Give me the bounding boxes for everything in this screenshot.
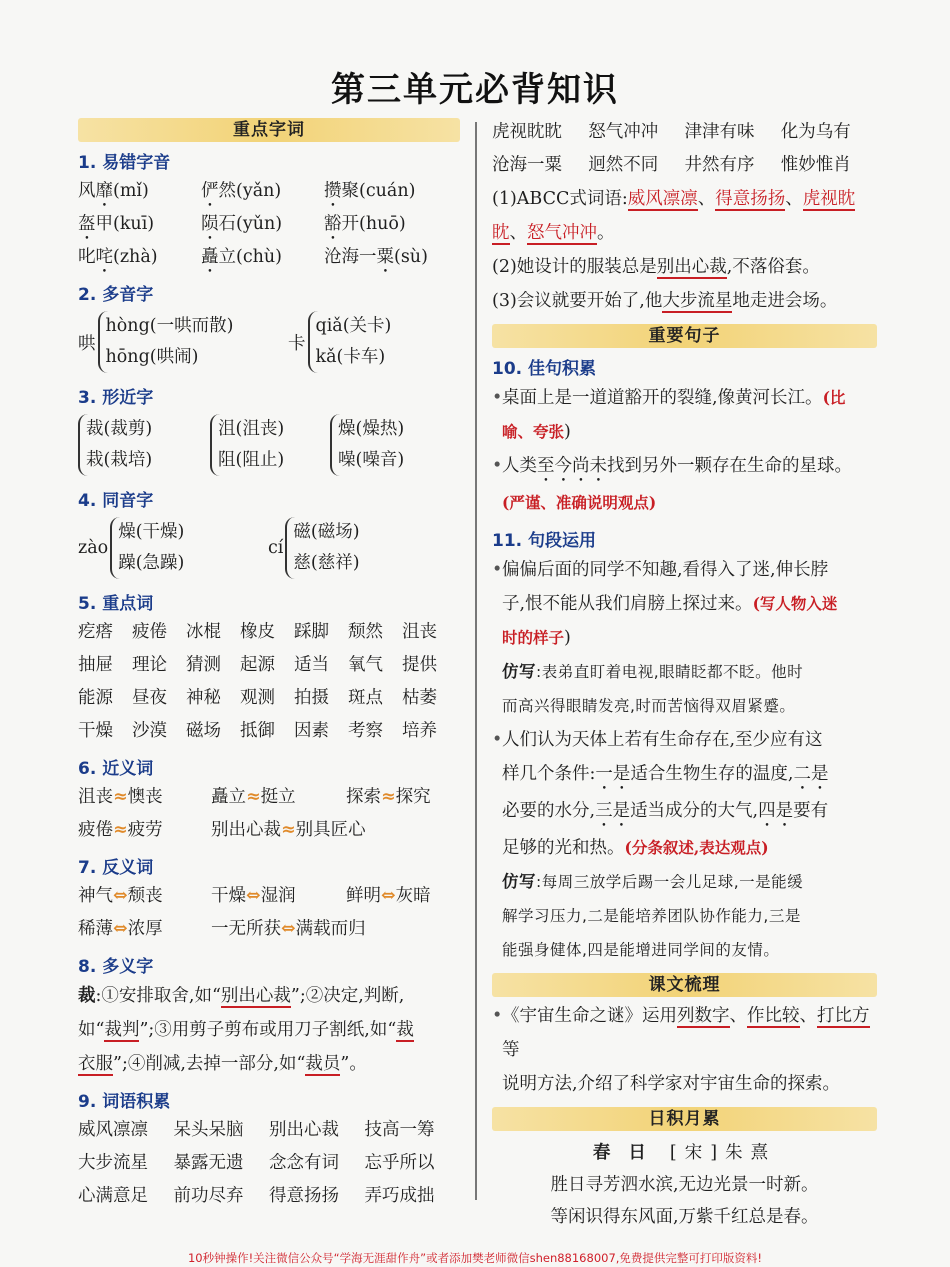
pronunciation-item <box>78 208 201 241</box>
annotation: (分条叙述,表达观点) <box>624 838 769 857</box>
brace-list <box>110 517 184 579</box>
text: 别具匠心 <box>295 820 366 840</box>
pronunciation-row <box>78 175 460 208</box>
word-item: 冰棍 <box>186 622 221 642</box>
word-item: 踩脚 <box>294 622 329 642</box>
brace-item: hòng(一哄而散) <box>105 316 234 336</box>
brace-list <box>330 414 404 476</box>
text: ”;③用剪子剪布或用刀子割纸,如“ <box>139 1020 397 1040</box>
text: 。 <box>597 223 615 243</box>
pronunciation-item <box>324 208 447 241</box>
emphasized-text: 四是 <box>758 801 794 821</box>
underlined-word: 眈 <box>492 223 510 243</box>
text: :表弟直盯着电视,眼睛眨都不眨。他时 <box>536 663 804 681</box>
annotation-close: ) <box>648 493 657 512</box>
heading-polysemy: 8. 多义字 <box>78 957 154 977</box>
text: 稀薄 <box>78 919 113 939</box>
brace-group <box>210 414 330 476</box>
text: (zhà) <box>113 247 158 267</box>
pronunciation-item <box>201 175 324 208</box>
text: 《宇宙生命之谜》运用 <box>502 1006 677 1026</box>
word-item: 拍摄 <box>294 688 329 708</box>
text: 如“ <box>78 1020 105 1040</box>
synonym-item <box>78 781 211 814</box>
text: 足够的光和热。 <box>502 838 625 858</box>
pronunciation-item <box>201 208 324 241</box>
underlined-word: 列数字 <box>677 1006 730 1026</box>
word-item: 氧气 <box>348 655 383 675</box>
text: (2)她设计的服装总是 <box>492 257 657 277</box>
polysemy-paragraph <box>78 979 460 1081</box>
brace-group <box>78 311 288 373</box>
text: 探究 <box>395 787 431 807</box>
footer-notice: 10秒钟操作!关注微信公众号“学海无涯甜作舟”或者添加樊老师微信shen88168007,免费提供完整可打印版资料! <box>187 1251 763 1265</box>
text: 矗立 <box>211 787 246 807</box>
idiom-row <box>78 1180 460 1213</box>
pronunciation-row <box>78 208 460 241</box>
word-item: 沮丧 <box>402 622 437 642</box>
brace-item: 沮(沮丧) <box>218 419 285 439</box>
idiom-item: 忘乎所以 <box>364 1153 435 1173</box>
brace-item: kǎ(卡车) <box>315 347 386 367</box>
brace-key: 哄 <box>78 333 96 354</box>
word-item: 能源 <box>78 688 113 708</box>
emphasized-char: 陨 <box>201 214 219 234</box>
idiom-item: 津津有味 <box>684 122 755 142</box>
relation-symbol: ⇔ <box>246 886 261 906</box>
text: 等 <box>502 1040 520 1060</box>
emphasized-char: 咤 <box>95 247 113 267</box>
underlined-word: 威风凛凛 <box>627 189 698 209</box>
antonym-item <box>78 913 211 946</box>
word-item: 适当 <box>294 655 329 675</box>
text: 然(yǎn) <box>218 181 282 201</box>
poem-author: [宋]朱熹 <box>669 1143 777 1163</box>
text: 石(yǔn) <box>218 214 283 234</box>
text: 要有 <box>793 801 829 821</box>
text: :每周三放学后踢一会儿足球,一是能缓 <box>536 873 804 891</box>
emphasized-char: 攒 <box>324 181 342 201</box>
word-item: 观测 <box>240 688 275 708</box>
text: 满载而归 <box>295 919 366 939</box>
text: 鲜明 <box>346 886 381 906</box>
word-item: 抽屉 <box>78 655 113 675</box>
heading-good-sentences: 10. 佳句积累 <box>492 359 597 379</box>
emphasized-text: 至今尚未 <box>537 456 607 476</box>
brace-key: 卡 <box>288 333 306 354</box>
word-row <box>78 649 460 682</box>
sentence-bullet <box>492 553 877 655</box>
emphasized-char: 盔 <box>78 214 96 234</box>
antonym-item <box>346 880 431 913</box>
key-word-list <box>78 616 460 748</box>
underlined-word: 得意扬扬 <box>715 189 786 209</box>
sentence-bullet <box>492 381 877 449</box>
brace-item: 燥(燥热) <box>338 419 405 439</box>
text: 聚(cuán) <box>341 181 416 201</box>
word-item: 起源 <box>240 655 275 675</box>
brace-group <box>78 517 268 579</box>
idiom-row <box>492 149 877 182</box>
heading-word-accumulation: 9. 词语积累 <box>78 1092 171 1112</box>
underlined-word: 别出心裁 <box>656 257 727 277</box>
antonym-item <box>78 880 211 913</box>
brace-group <box>288 311 391 373</box>
brace-list <box>210 414 284 476</box>
brace-list <box>78 414 152 476</box>
column-divider <box>475 122 477 1200</box>
text: 找到另外一颗存在生命的星球。 <box>607 456 852 476</box>
text: 说明方法,介绍了科学家对宇宙生命的探索。 <box>502 1074 841 1094</box>
heading-paragraph-usage: 11. 句段运用 <box>492 531 597 551</box>
pronunciation-item <box>78 241 201 274</box>
text: ”。 <box>340 1054 367 1074</box>
antonym-item <box>211 913 366 946</box>
poem-line: 等闲识得东风面,万紫千红总是春。 <box>550 1207 819 1227</box>
text: 一无所获 <box>211 919 281 939</box>
relation-symbol: ≈ <box>113 820 128 840</box>
word-item: 猜测 <box>186 655 221 675</box>
text: 适当成分的大气, <box>630 801 759 821</box>
brace-item: 慈(慈祥) <box>293 553 360 573</box>
antonym-list <box>78 880 460 946</box>
brace-list <box>98 311 234 373</box>
idiom-item: 沧海一粟 <box>492 155 562 175</box>
word-accumulation-continued <box>492 116 877 182</box>
text: 别出心裁 <box>211 820 281 840</box>
text: (sù) <box>394 247 428 267</box>
text: 偏偏后面的同学不知趣,看得入了迷,伸长脖 <box>502 560 829 580</box>
text: 懊丧 <box>127 787 163 807</box>
word-item: 疙瘩 <box>78 622 113 642</box>
abcc-paragraph: (1)ABCC式词语:威风凛凛、得意扬扬、虎视眈 眈、怒气冲冲。 <box>492 189 856 243</box>
text: 浓厚 <box>127 919 163 939</box>
text: 桌面上是一道道豁开的裂缝,像黄河长江。 <box>502 388 823 408</box>
idiom-item: 技高一筹 <box>364 1120 435 1140</box>
word-item: 考察 <box>348 721 383 741</box>
word-item: 斑点 <box>348 688 383 708</box>
idiom-item: 威风凛凛 <box>78 1120 148 1140</box>
brace-item: 阻(阻止) <box>218 450 285 470</box>
annotation: (写人物入迷 <box>752 594 838 613</box>
pronunciation-row <box>78 241 460 274</box>
idiom-item: 化为乌有 <box>780 122 851 142</box>
word-item: 提供 <box>402 655 437 675</box>
text: 必要的水分, <box>502 801 596 821</box>
brace-group <box>330 414 404 476</box>
text: 颓丧 <box>127 886 163 906</box>
similar-char-groups <box>78 410 460 480</box>
text: 人类 <box>502 456 537 476</box>
relation-symbol: ≈ <box>246 787 261 807</box>
section-band-important-sentences: 重要句子 <box>492 324 877 348</box>
section-band-key-words: 重点字词 <box>78 118 460 142</box>
text: ,不落俗套。 <box>726 257 820 277</box>
imitation-paragraph <box>492 655 877 723</box>
polyphonic-groups <box>78 307 460 377</box>
idiom-row <box>78 1147 460 1180</box>
idiom-item: 迥然不同 <box>588 155 659 175</box>
annotation: (比 <box>822 388 846 407</box>
imitation-paragraph <box>492 865 877 967</box>
sentence-bullet <box>492 723 877 865</box>
idiom-item: 暴露无遗 <box>173 1153 244 1173</box>
idiom-item: 得意扬扬 <box>269 1186 339 1206</box>
brace-group <box>78 414 210 476</box>
section-band-daily-accumulation: 日积月累 <box>492 1107 877 1131</box>
brace-item: 裁(裁剪) <box>86 419 153 439</box>
section-band-text-review: 课文梳理 <box>492 973 877 997</box>
idiom-item: 怒气冲冲 <box>588 122 659 142</box>
antonym-item <box>211 880 346 913</box>
underlined-word: 衣服 <box>78 1054 113 1074</box>
word-item: 培养 <box>402 721 437 741</box>
synonym-list <box>78 781 460 847</box>
heading-polyphonic: 2. 多音字 <box>78 285 154 305</box>
text-review-paragraph: • 《宇宙生命之谜》运用列数字、作比较、打比方等 说明方法,介绍了科学家对宇宙生命的探索。 <box>492 999 877 1101</box>
word-item: 沙漠 <box>132 721 167 741</box>
synonym-item <box>78 814 211 847</box>
word-item: 干燥 <box>78 721 113 741</box>
text: ”;④削减,去掉一部分,如“ <box>113 1054 306 1074</box>
relation-symbol: ≈ <box>113 787 128 807</box>
idiom-item: 弄巧成拙 <box>364 1186 435 1206</box>
brace-item: 噪(噪音) <box>338 450 405 470</box>
brace-item: 栽(栽培) <box>86 450 153 470</box>
brace-list <box>308 311 392 373</box>
imitation-label: 仿写 <box>502 872 536 891</box>
synonym-row <box>78 814 460 847</box>
poem-title: 春日 <box>592 1143 664 1163</box>
synonym-item <box>211 781 346 814</box>
text: 干燥 <box>211 886 246 906</box>
underlined-word: 裁判 <box>104 1020 140 1040</box>
poem-line: 胜日寻芳泗水滨,无边光景一时新。 <box>550 1175 819 1195</box>
sentence-3 <box>492 284 877 318</box>
underlined-word: 大步流星 <box>662 291 733 311</box>
text: 开(huō) <box>341 214 406 234</box>
emphasized-char: 豁 <box>324 214 342 234</box>
heading-homophones: 4. 同音字 <box>78 491 154 511</box>
underlined-word: 裁 <box>396 1020 414 1040</box>
brace-item: qiǎ(关卡) <box>315 316 392 336</box>
word-row <box>78 715 460 748</box>
text: ”;②决定,判断, <box>290 986 405 1006</box>
homophone-groups <box>78 513 460 583</box>
emphasized-char: 矗 <box>201 247 219 267</box>
text: (3)会议就要开始了,他 <box>492 291 663 311</box>
emphasized-text: 一是 <box>595 764 631 784</box>
text: 而高兴得眼睛发亮,时而苦恼得双眉紧蹙。 <box>502 697 796 715</box>
word-item: 理论 <box>132 655 167 675</box>
pronunciation-item <box>324 175 447 208</box>
text: 湿润 <box>260 886 296 906</box>
underlined-word: 作比较 <box>747 1006 800 1026</box>
idiom-item: 井然有序 <box>684 155 755 175</box>
emphasized-char: 粟 <box>376 247 394 267</box>
brace-item: 磁(磁场) <box>293 522 360 542</box>
text: 立(chù) <box>218 247 282 267</box>
antonym-row <box>78 880 460 913</box>
text: 叱 <box>78 247 96 267</box>
pronunciation-item <box>201 241 324 274</box>
text: 地走进会场。 <box>732 291 838 311</box>
left-column <box>78 118 460 1213</box>
annotation: 喻、夸张 <box>502 422 565 441</box>
word-item: 枯萎 <box>402 688 437 708</box>
idiom-item: 念念有词 <box>269 1153 339 1173</box>
underlined-word: 怒气冲冲 <box>527 223 597 243</box>
text: ) <box>564 422 571 442</box>
text: 适合生物生存的温度, <box>630 764 794 784</box>
idiom-item: 惟妙惟肖 <box>780 155 851 175</box>
word-item: 橡皮 <box>240 622 275 642</box>
heading-similar-chars: 3. 形近字 <box>78 388 154 408</box>
underlined-word: 打比方 <box>817 1006 870 1026</box>
idiom-row <box>492 116 877 149</box>
heading-key-words: 5. 重点词 <box>78 594 154 614</box>
word-item: 昼夜 <box>132 688 167 708</box>
word-item: 因素 <box>294 721 329 741</box>
brace-group <box>268 517 360 579</box>
text: 甲(kuī) <box>95 214 155 234</box>
idiom-item: 虎视眈眈 <box>492 122 562 142</box>
brace-key: zào <box>78 538 109 558</box>
text: 探索 <box>346 787 381 807</box>
text: 神气 <box>78 886 113 906</box>
pronunciation-item <box>324 241 447 274</box>
sentence-2 <box>492 250 877 284</box>
text: 风 <box>78 181 96 201</box>
idiom-item: 呆头呆脑 <box>173 1120 244 1140</box>
text: 人们认为天体上若有生命存在,至少应有这 <box>502 730 823 750</box>
underlined-word: 虎视眈 <box>802 189 856 209</box>
word-row <box>78 616 460 649</box>
idiom-row <box>78 1114 460 1147</box>
text: 解学习压力,二是能培养团队协作能力,三是 <box>502 907 801 925</box>
word-item: 抵御 <box>240 721 275 741</box>
brace-item: 燥(干燥) <box>118 522 185 542</box>
pronunciation-item <box>78 175 201 208</box>
brace-list <box>285 517 359 579</box>
underlined-word: 裁员 <box>305 1054 341 1074</box>
text: 疲倦 <box>78 820 113 840</box>
text: 能强身健体,四是能增进同学间的友情。 <box>502 941 780 959</box>
right-column <box>492 116 877 1233</box>
relation-symbol: ⇔ <box>281 919 296 939</box>
underlined-word: 别出心裁 <box>220 986 291 1006</box>
synonym-item <box>346 781 431 814</box>
text: 沧海一 <box>324 247 377 267</box>
text: 子,恨不能从我们肩膀上探过来。 <box>502 594 753 614</box>
text: :①安排取舍,如“ <box>95 986 221 1006</box>
emphasized-char: 靡 <box>95 181 113 201</box>
word-item: 疲倦 <box>132 622 167 642</box>
word-item: 神秘 <box>186 688 221 708</box>
heading-synonyms: 6. 近义词 <box>78 759 154 779</box>
relation-symbol: ⇔ <box>113 919 128 939</box>
pronunciation-list <box>78 175 460 274</box>
heading-antonyms: 7. 反义词 <box>78 858 154 878</box>
text: 灰暗 <box>395 886 431 906</box>
text: ) <box>564 628 571 648</box>
word-accumulation-list <box>78 1114 460 1213</box>
heading-pronunciation: 1. 易错字音 <box>78 153 171 173</box>
poem-heading <box>492 1137 877 1169</box>
word-item: 磁场 <box>186 721 221 741</box>
imitation-label: 仿写 <box>502 662 536 681</box>
idiom-item: 大步流星 <box>78 1153 148 1173</box>
brace-key: cí <box>268 538 284 558</box>
word-item: 颓然 <box>348 622 383 642</box>
relation-symbol: ≈ <box>381 787 396 807</box>
idiom-item: 别出心裁 <box>269 1120 339 1140</box>
emphasized-text: 三是 <box>595 801 631 821</box>
emphasized-text: 二是 <box>793 764 829 784</box>
word-row <box>78 682 460 715</box>
idiom-item: 前功尽弃 <box>173 1186 244 1206</box>
brace-item: 躁(急躁) <box>118 553 185 573</box>
brace-item: hōng(哄闹) <box>105 347 199 367</box>
text: 沮丧 <box>78 787 113 807</box>
page-title: 第三单元必背知识 <box>331 70 619 110</box>
annotation-open: ( <box>502 493 510 512</box>
relation-symbol: ≈ <box>281 820 296 840</box>
text: (mǐ) <box>113 181 149 201</box>
relation-symbol: ⇔ <box>381 886 396 906</box>
text: (1)ABCC式词语: <box>492 189 628 209</box>
text: 样几个条件: <box>502 764 596 784</box>
text: 挺立 <box>260 787 296 807</box>
idiom-item: 心满意足 <box>78 1186 148 1206</box>
sentence-bullet <box>492 449 877 520</box>
antonym-row <box>78 913 460 946</box>
polysemy-key: 裁 <box>78 986 96 1006</box>
relation-symbol: ⇔ <box>113 886 128 906</box>
annotation: 时的样子 <box>502 628 565 647</box>
emphasized-char: 俨 <box>201 181 219 201</box>
text: 疲劳 <box>127 820 163 840</box>
annotation: 严谨、准确说明观点 <box>509 493 649 512</box>
synonym-item <box>211 814 366 847</box>
synonym-row <box>78 781 460 814</box>
